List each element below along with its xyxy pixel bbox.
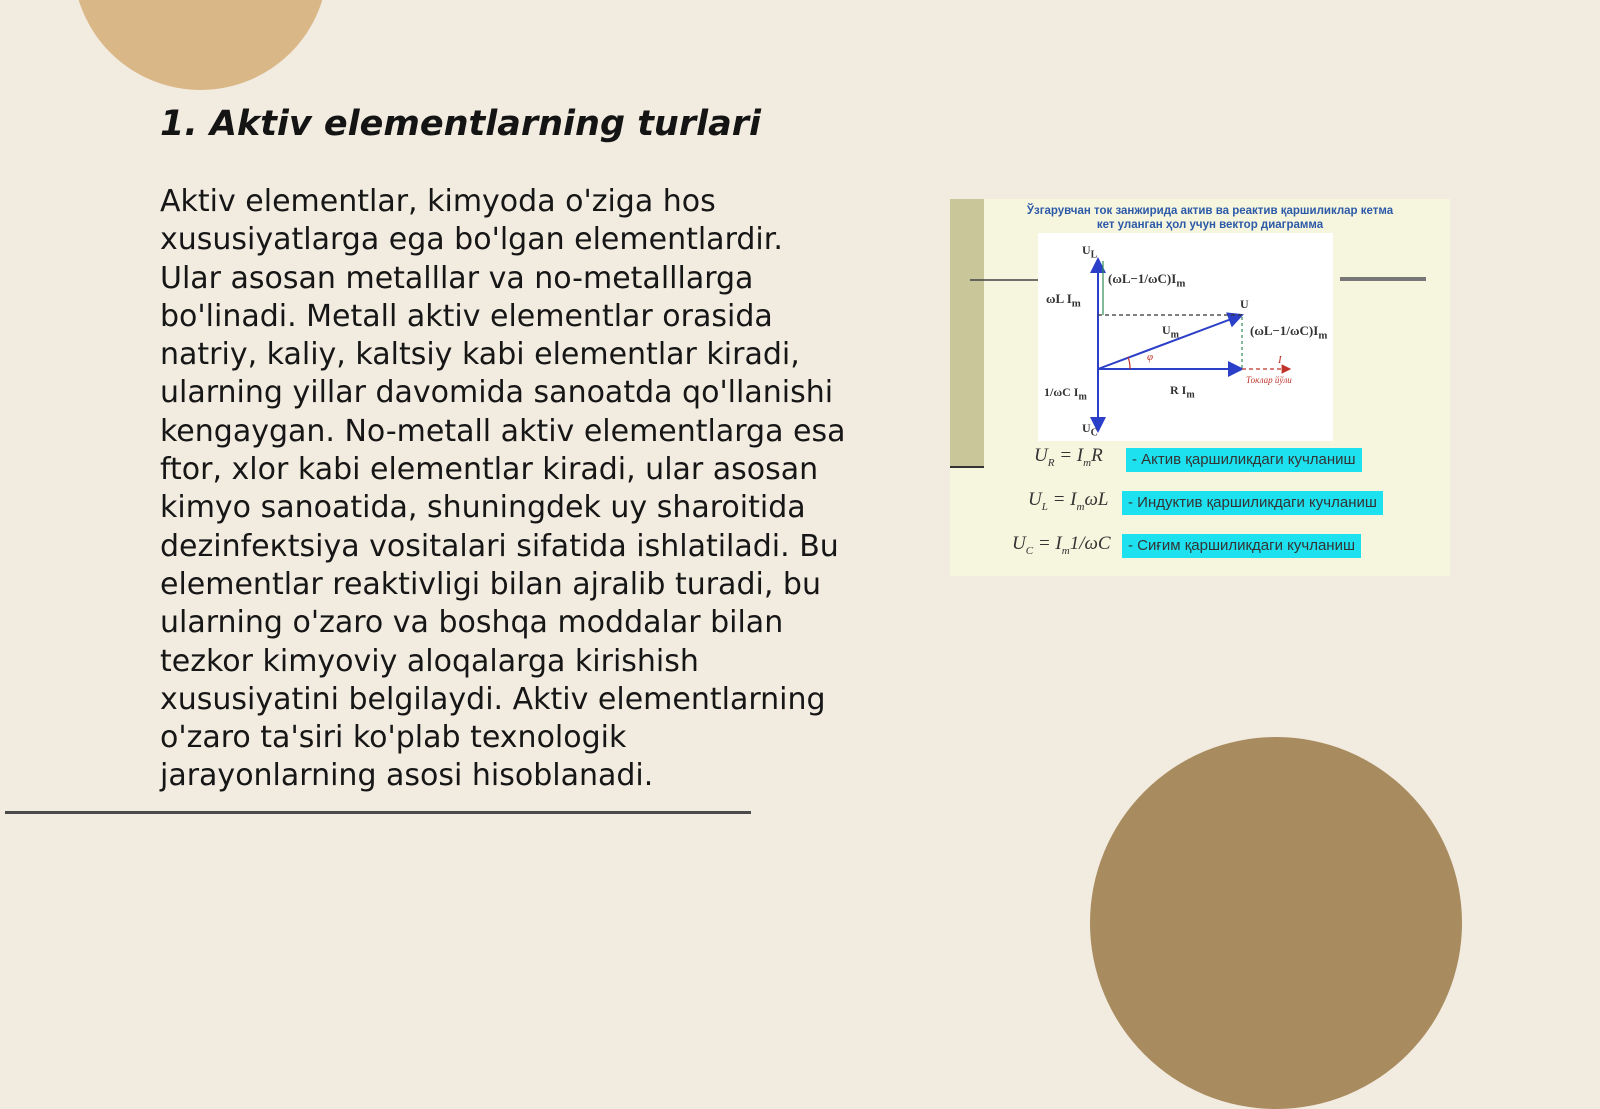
paragraph-line: elementlar reaktivligi bilan ajralib turadi, bu	[160, 566, 821, 602]
label-u: U	[1240, 297, 1249, 311]
vector-diagram-svg	[950, 199, 1450, 576]
paragraph-line: Aktiv elementlar, kimyoda o'ziga hos	[160, 184, 716, 219]
paragraph-line: kengaygan. No-metall aktiv elementlarga esa	[160, 413, 846, 449]
equation-ur: $U_R = I_mR$	[1034, 445, 1103, 469]
paragraph-line: dezinfeкtsiya vositalari sifatida ishlatiladi. Bu	[160, 528, 839, 564]
label-current-direction: Токлар йўли	[1246, 375, 1292, 385]
vector-diagram-figure	[950, 199, 1450, 576]
paragraph-line: bo'linadi. Metall aktiv elementlar orasida	[160, 298, 773, 334]
label-capacitive-im: 1/ωC $I_m$	[1044, 385, 1087, 403]
slide-title: 1. Aktiv elementlarning turlari	[160, 104, 761, 144]
divider-line	[5, 811, 751, 814]
paragraph-line: ularning yillar davomida sanoatda qo'llanishi	[160, 375, 834, 411]
paragraph-line: jarayonlarning asosi hisoblanadi.	[160, 758, 654, 794]
label-ul: $U_L$	[1082, 243, 1098, 261]
badge-capacitive-voltage: - Сиғим қаршиликдаги кучланиш	[1122, 534, 1361, 558]
badge-inductive-voltage: - Индуктив қаршиликдаги кучланиш	[1122, 491, 1383, 515]
badge-active-voltage: - Актив қаршиликдаги кучланиш	[1126, 448, 1362, 472]
label-reactive-top: $(\omega L-1/\omega C)I_m$	[1108, 271, 1186, 290]
paragraph-line: tezkor kimyoviy aloqalarga kirishish	[160, 643, 699, 679]
label-um: $U_m$	[1162, 323, 1180, 341]
figure-title	[990, 204, 1430, 232]
body-paragraph	[160, 183, 860, 796]
label-uc: $U_C$	[1082, 421, 1098, 439]
equation-ul: $U_L = I_m\omega L$	[1028, 489, 1109, 513]
label-wl-im: ωL $I_m$	[1046, 291, 1081, 310]
paragraph-line: xususiyatini belgilaydi. Aktiv elementlarning	[160, 681, 826, 717]
equation-uc: $U_C = I_m1/\omega C$	[1012, 533, 1111, 557]
paragraph-line: natriy, kaliy, kaltsiy kabi elementlar kiradi,	[160, 337, 800, 373]
figure-side-bar	[950, 199, 984, 467]
label-r-im: R $I_m$	[1170, 383, 1195, 401]
paragraph-line: Ular asosan metalllar va no-metalllarga	[160, 260, 754, 296]
decorative-circle-bottom	[1090, 737, 1462, 1109]
paragraph-line: ftor, xlor kabi elementlar kiradi, ular asosan	[160, 452, 819, 488]
paragraph-line: o'zaro ta'siri ko'plab texnologik	[160, 720, 627, 756]
paragraph-line: kimyo sanoatida, shuningdek uy sharoitida	[160, 490, 806, 526]
label-reactive-right: $(\omega L-1/\omega C)I_m$	[1250, 323, 1328, 342]
label-phi: φ	[1147, 351, 1154, 363]
decorative-circle-top	[73, 0, 328, 90]
paragraph-line: ularning o'zaro va boshqa moddalar bilan	[160, 605, 784, 641]
figure-title-line: Ўзгарувчан ток занжирида актив ва реактив қаршиликлар кетма	[1026, 205, 1394, 217]
figure-title-line: кет уланган ҳол учун вектор диаграмма	[1096, 219, 1324, 231]
label-current: I	[1278, 354, 1282, 366]
paragraph-line: xususiyatlarga ega bo'lgan elementlardir.	[160, 222, 783, 258]
